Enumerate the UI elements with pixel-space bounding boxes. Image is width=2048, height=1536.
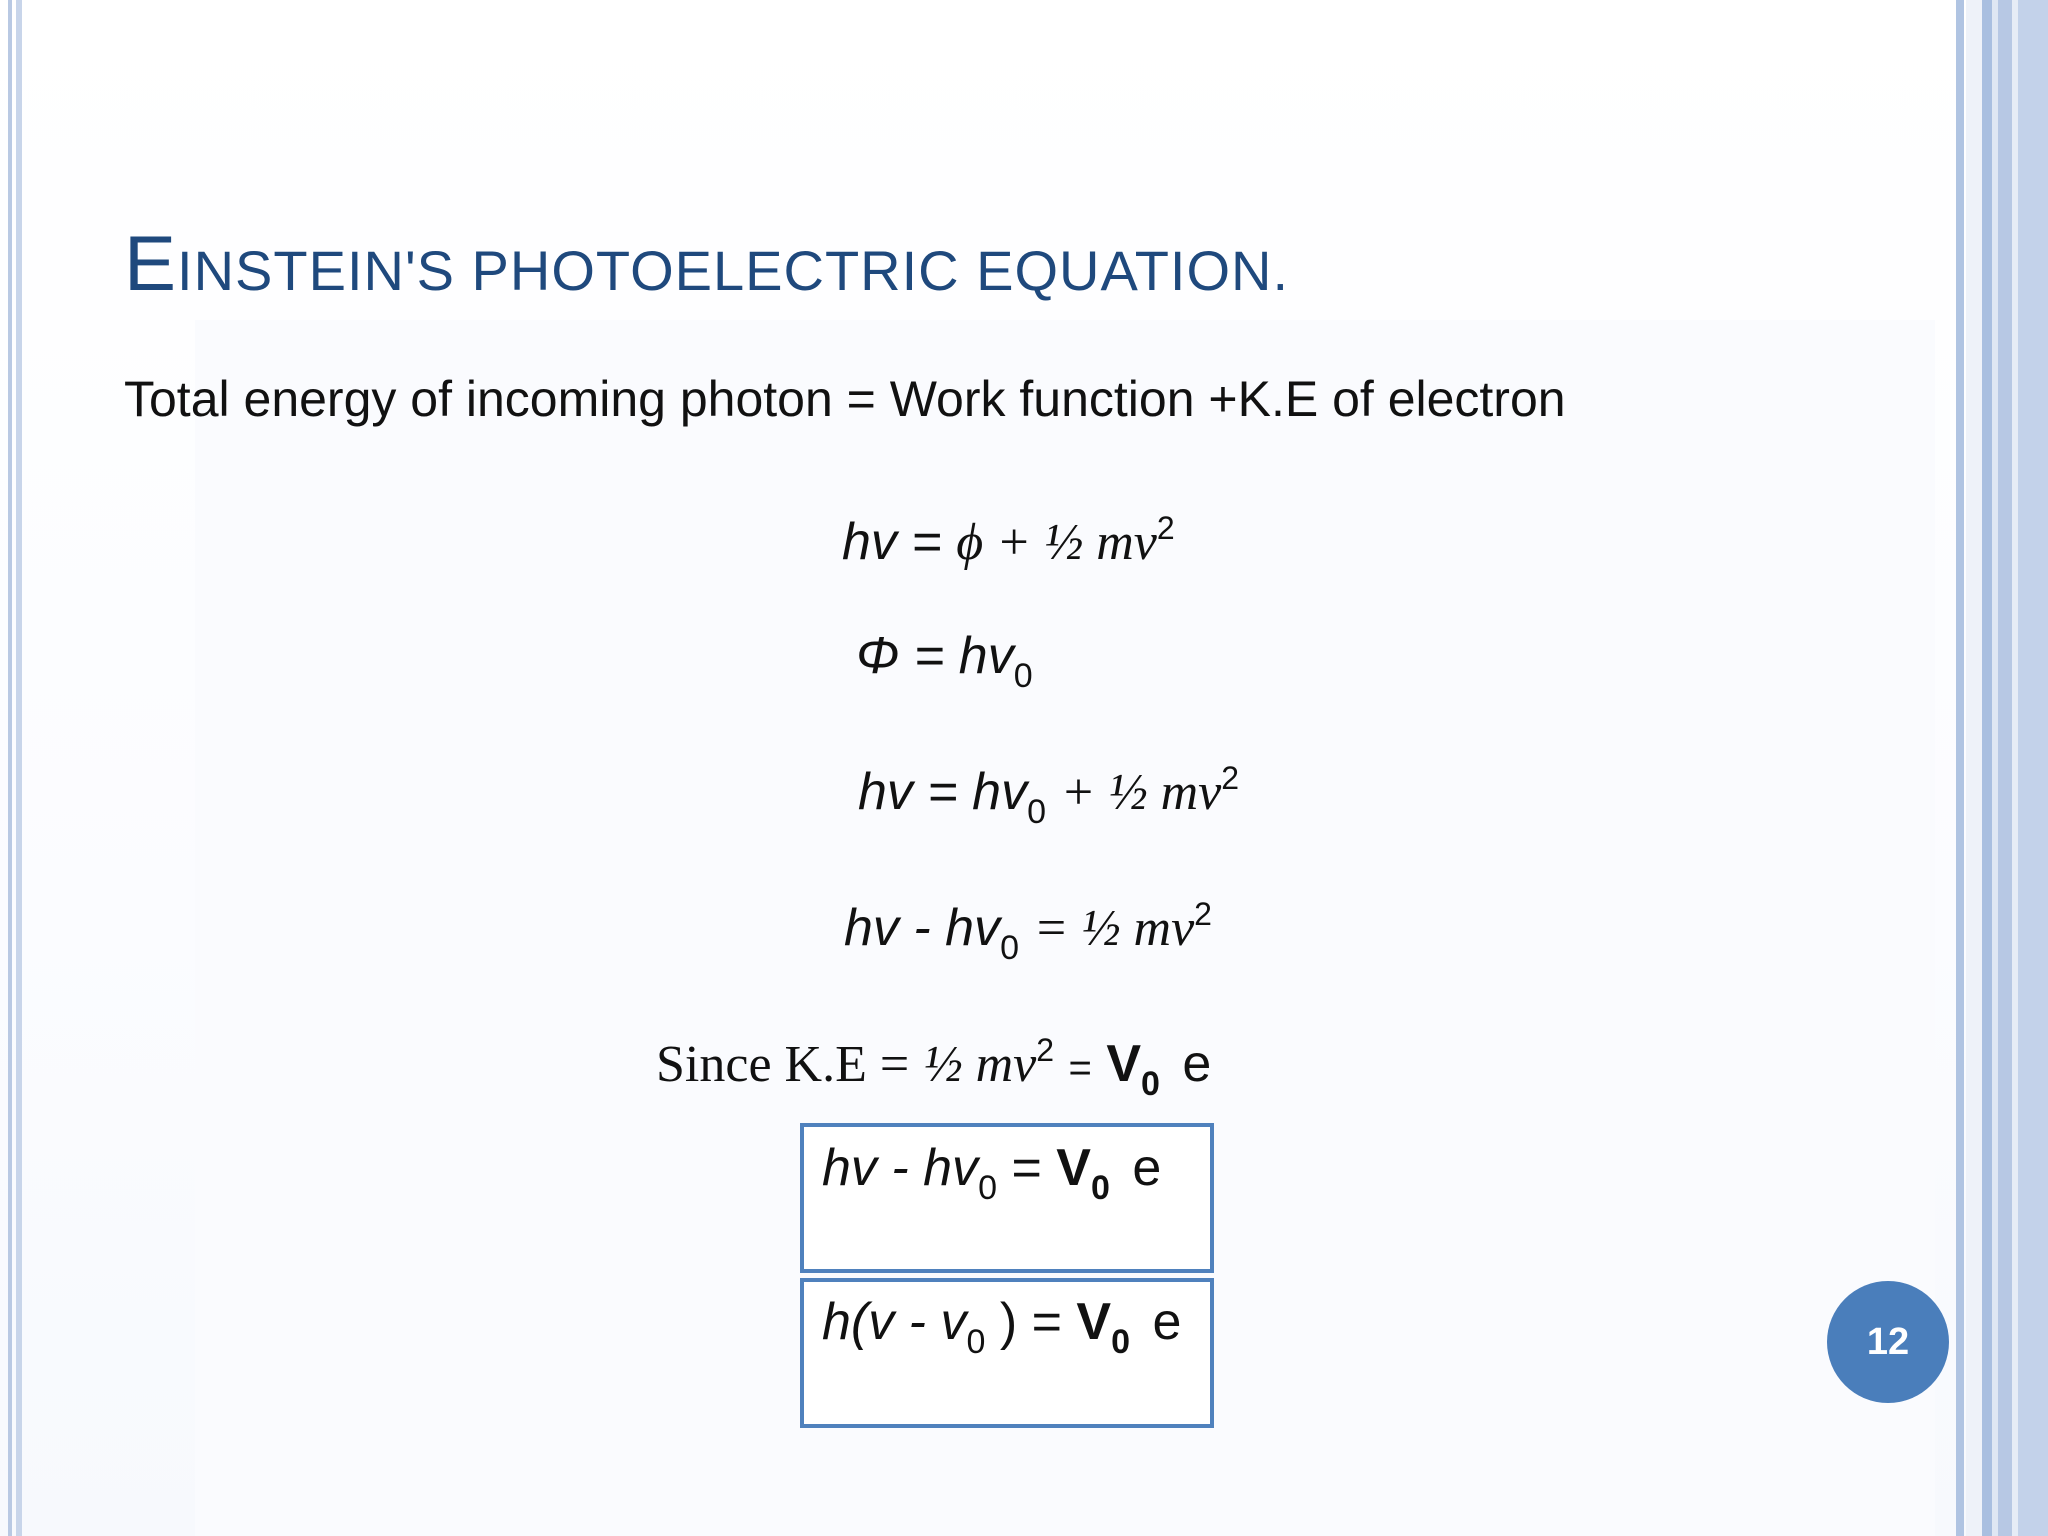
equation-2 — [856, 626, 1033, 695]
equation-3 — [858, 760, 1240, 831]
box2-v: V — [1076, 1293, 1112, 1351]
right-border-stripe — [2018, 0, 2048, 1536]
right-border-stripe — [1982, 0, 1992, 1536]
slide-number: 12 — [1866, 1320, 1910, 1363]
box1-v-subscript: 0 — [1090, 1169, 1110, 1207]
eq3-lhs: hv = hv — [858, 763, 1028, 821]
eq4-subscript: 0 — [1000, 929, 1019, 967]
eq1-exponent: 2 — [1156, 510, 1175, 546]
eq4-exponent: 2 — [1194, 896, 1212, 932]
box2-lhs: h(v - v — [822, 1293, 967, 1351]
right-border-stripe — [1998, 0, 2012, 1536]
eq3-exponent: 2 — [1221, 760, 1240, 796]
left-border-stripe — [16, 0, 22, 1536]
box2-v-subscript: 0 — [1111, 1323, 1131, 1361]
intro-statement: Total energy of incoming photon = Work function +K.E of electron — [124, 371, 1566, 427]
equation-4 — [844, 896, 1212, 967]
right-border-stripe — [1956, 0, 1964, 1536]
eq3-rhs: + ½ mv — [1060, 764, 1222, 821]
box1-e: e — [1132, 1139, 1162, 1197]
eq4-rhs: = ½ mv — [1033, 900, 1195, 957]
eq4-lhs: hv - hv — [844, 899, 1001, 957]
title-initial: E — [124, 219, 178, 307]
eq5-v: V — [1106, 1035, 1142, 1093]
slide-number-badge — [1827, 1281, 1949, 1403]
eq5-equals: = — [1068, 1046, 1092, 1090]
eq1-rhs: ϕ + ½ mv — [956, 514, 1157, 571]
left-border-stripe — [8, 0, 12, 1536]
equation-1 — [842, 512, 1175, 572]
box2-close: ) = — [999, 1293, 1062, 1351]
eq1-lhs: hv = — [842, 513, 942, 571]
eq3-subscript: 0 — [1027, 793, 1047, 831]
box1-v: V — [1056, 1139, 1091, 1197]
right-border-stripe — [1966, 0, 1982, 1536]
box1-lhs: hv - hv — [822, 1139, 979, 1197]
eq5-e: e — [1182, 1035, 1212, 1093]
eq5-exponent: 2 — [1036, 1032, 1055, 1068]
boxed-equation-2 — [822, 1292, 1182, 1361]
boxed-equation-1 — [822, 1138, 1162, 1207]
box2-subscript: 0 — [966, 1323, 986, 1361]
slide-title — [124, 218, 1289, 309]
box1-equals: = — [1011, 1139, 1042, 1197]
eq5-prefix: Since K.E = — [656, 1036, 910, 1093]
title-text: INSTEIN'S PHOTOELECTRIC EQUATION. — [177, 239, 1290, 302]
box2-e: e — [1152, 1293, 1182, 1351]
box1-subscript: 0 — [978, 1169, 997, 1207]
eq5-v-subscript: 0 — [1141, 1065, 1160, 1103]
equation-5 — [656, 1032, 1212, 1103]
eq2-subscript: 0 — [1013, 657, 1033, 695]
eq5-rhs: ½ mv — [923, 1036, 1037, 1093]
eq2-lhs: Φ = hv — [856, 627, 1014, 685]
